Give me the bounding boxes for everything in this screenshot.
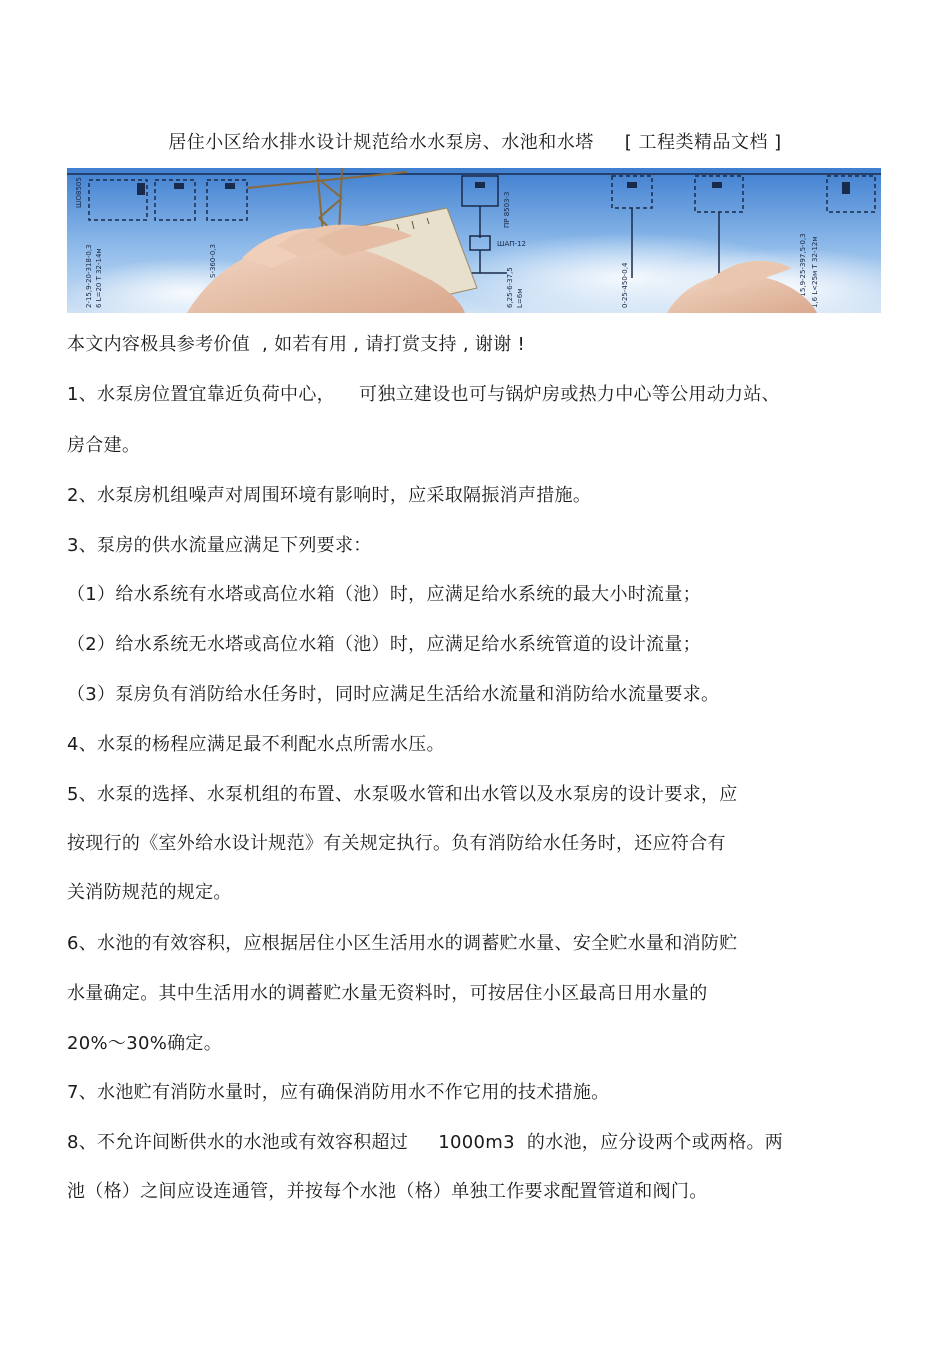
paragraph-line: （1）给水系统有水塔或高位水箱（池）时，应满足给水系统的最大小时流量；: [67, 584, 701, 605]
banner-label: 6,25-6-37,5: [506, 267, 514, 308]
paragraph-line: 按现行的《室外给水设计规范》有关规定执行。负有消防给水任务时，还应符合有: [67, 833, 726, 854]
banner-label: 6 L=20 Т 32-14м: [95, 248, 103, 308]
document-title: 居住小区给水排水设计规范给水水泵房、水池和水塔 [ 工程类精品文档 ]: [168, 132, 782, 153]
paragraph-line: 1、水泵房位置宜靠近负荷中心， 可独立建设也可与锅炉房或热力中心等公用动力站、: [67, 384, 780, 405]
intro-line: 本文内容极具参考价值 , 如若有用 , 请打赏支持 , 谢谢 !: [67, 334, 526, 355]
paragraph-line: 房合建。: [67, 435, 141, 456]
paragraph-line: 6、水池的有效容积，应根据居住小区生活用水的调蓄贮水量、安全贮水量和消防贮: [67, 933, 738, 954]
banner-label: 2-15,9-20-318-0,3: [85, 244, 93, 308]
paragraph-line: 水量确定。其中生活用水的调蓄贮水量无资料时，可按居住小区最高日用水量的: [67, 983, 708, 1004]
paragraph-line: 7、水池贮有消防水量时，应有确保消防用水不作它用的技术措施。: [67, 1082, 610, 1103]
banner-label: 22-15,9-25-397,5-0,3: [799, 233, 807, 308]
banner-label: 0-25-450-0,4: [621, 262, 629, 308]
banner-illustration: [67, 168, 881, 313]
paragraph-line: 3、泵房的供水流量应满足下列要求：: [67, 535, 372, 556]
paragraph-line: 2、水泵房机组噪声对周围环境有影响时，应采取隔振消声措施。: [67, 485, 592, 506]
banner-label: L=6м: [516, 288, 524, 308]
banner-label: ШАП-12: [497, 240, 526, 248]
banner-image: [67, 168, 881, 313]
paragraph-line: 关消防规范的规定。: [67, 882, 232, 903]
paragraph-line: 8、不允许间断供水的水池或有效容积超过 1000m3 的水池，应分设两个或两格。两: [67, 1132, 784, 1153]
banner-label: S-360-0,3: [209, 244, 217, 278]
paragraph-line: （3）泵房负有消防给水任务时，同时应满足生活给水流量和消防给水流量要求。: [67, 684, 720, 705]
paragraph-line: （2）给水系统无水塔或高位水箱（池）时，应满足给水系统管道的设计流量；: [67, 634, 701, 655]
banner-label: ШО8505: [75, 177, 83, 208]
paragraph-line: 池（格）之间应设连通管，并按每个水池（格）单独工作要求配置管道和阀门。: [67, 1181, 708, 1202]
paragraph-line: 20%～30%确定。: [67, 1033, 223, 1054]
banner-label: 1,6 L<25м Т 32-12м: [811, 236, 819, 308]
paragraph-line: 5、水泵的选择、水泵机组的布置、水泵吸水管和出水管以及水泵房的设计要求，应: [67, 784, 738, 805]
banner-label: ПР 8503-3: [503, 191, 511, 228]
paragraph-line: 4、水泵的杨程应满足最不利配水点所需水压。: [67, 734, 445, 755]
